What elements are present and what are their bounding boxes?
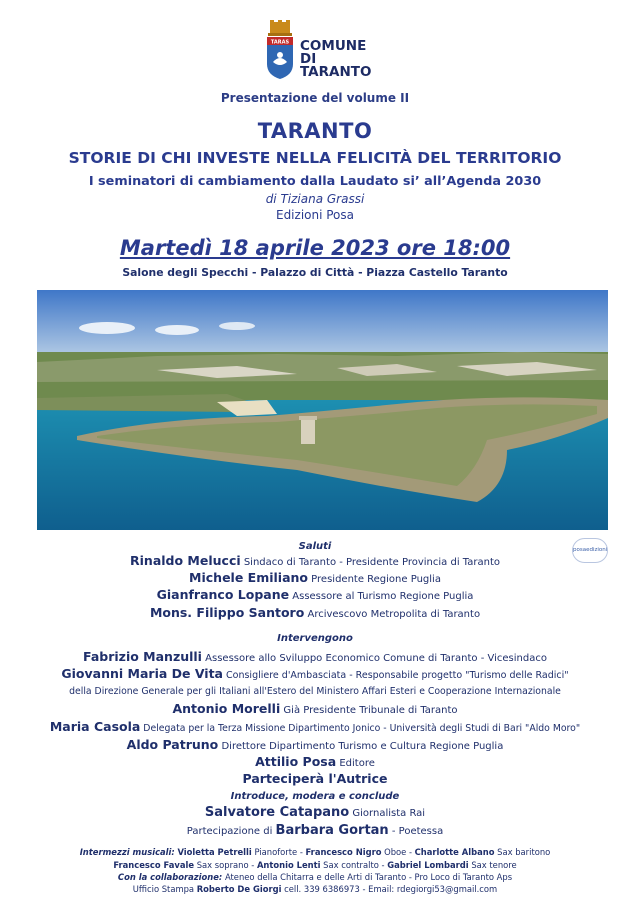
city-crest-icon: [264, 20, 296, 80]
list-item: Aldo Patruno Direttore Dipartimento Turismo e Cultura Regione Puglia: [126, 737, 504, 752]
logo-wordmark: COMUNE DI TARANTO: [300, 38, 372, 80]
author: di Tiziana Grassi: [265, 192, 365, 206]
event-date: Martedì 18 aprile 2023 ore 18:00: [119, 236, 511, 260]
saluti-heading: Saluti: [298, 541, 332, 552]
moderator-heading: Introduce, modera e conclude: [230, 791, 400, 802]
subtitle: STORIE DI CHI INVESTE NELLA FELICITÀ DEL TERRITORIO: [68, 149, 562, 167]
intervengono-heading: Intervengono: [277, 633, 353, 644]
coast-photo: [37, 290, 608, 530]
guest: Partecipazione di Barbara Gortan - Poetessa: [186, 823, 444, 838]
moderator: Salvatore Catapano Giornalista Rai: [204, 805, 426, 820]
list-item: Giovanni Maria De Vita Consigliere d'Ambasciata - Responsabile progetto "Turismo delle Radici": [61, 666, 569, 681]
publisher: Edizioni Posa: [275, 208, 355, 222]
list-item: Antonio Morelli Già Presidente Tribunale di Taranto: [172, 701, 458, 716]
list-item: Michele Emiliano Presidente Regione Puglia: [189, 570, 441, 585]
list-item: Mons. Filippo Santoro Arcivescovo Metropolita di Taranto: [149, 605, 481, 620]
music-line-1: Intermezzi musicali: Violetta Petrelli Pianoforte - Francesco Nigro Oboe - Charlotte Albano Sax baritono: [79, 847, 551, 857]
list-item: Gianfranco Lopane Assessore al Turismo Regione Puglia: [156, 587, 474, 602]
press-office-line: Ufficio Stampa Roberto De Giorgi cell. 339 6386973 - Email: rdegiorgi53@gmail.com: [132, 884, 498, 894]
event-venue: Salone degli Specchi - Palazzo di Città - Piazza Castello Taranto: [122, 266, 508, 279]
list-item: Attilio Posa Editore: [255, 754, 375, 769]
music-line-2: Francesco Favale Sax soprano - Antonio Lenti Sax contralto - Gabriel Lombardi Sax tenore: [113, 860, 517, 870]
svg-text:TARAS: TARAS: [270, 39, 290, 46]
list-item: Fabrizio Manzulli Assessore allo Sviluppo Economico Comune di Taranto - Vicesindaco: [83, 649, 547, 664]
publisher-badge: posaedizioni: [572, 538, 608, 563]
kicker: Presentazione del volume II: [220, 91, 410, 105]
list-item: Maria Casola Delegata per la Terza Missione Dipartimento Jonico - Università degli Studi di Bari "Aldo Moro": [49, 719, 581, 734]
list-item: Rinaldo Melucci Sindaco di Taranto - Presidente Provincia di Taranto: [130, 553, 500, 568]
collaboration-line: Con la collaborazione: Ateneo della Chitarra e delle Arti di Taranto - Pro Loco di Taranto Aps: [117, 872, 513, 882]
subtitle-secondary: I seminatori di cambiamento dalla Laudato si’ all’Agenda 2030: [88, 174, 542, 189]
list-item: Parteciperà l'Autrice: [242, 771, 388, 786]
comune-logo: [264, 20, 384, 82]
page-title: TARANTO: [257, 119, 373, 143]
list-item: della Direzione Generale per gli Italiani all'Estero del Ministero Affari Esteri e Cooperazione Internazionale: [69, 686, 561, 697]
